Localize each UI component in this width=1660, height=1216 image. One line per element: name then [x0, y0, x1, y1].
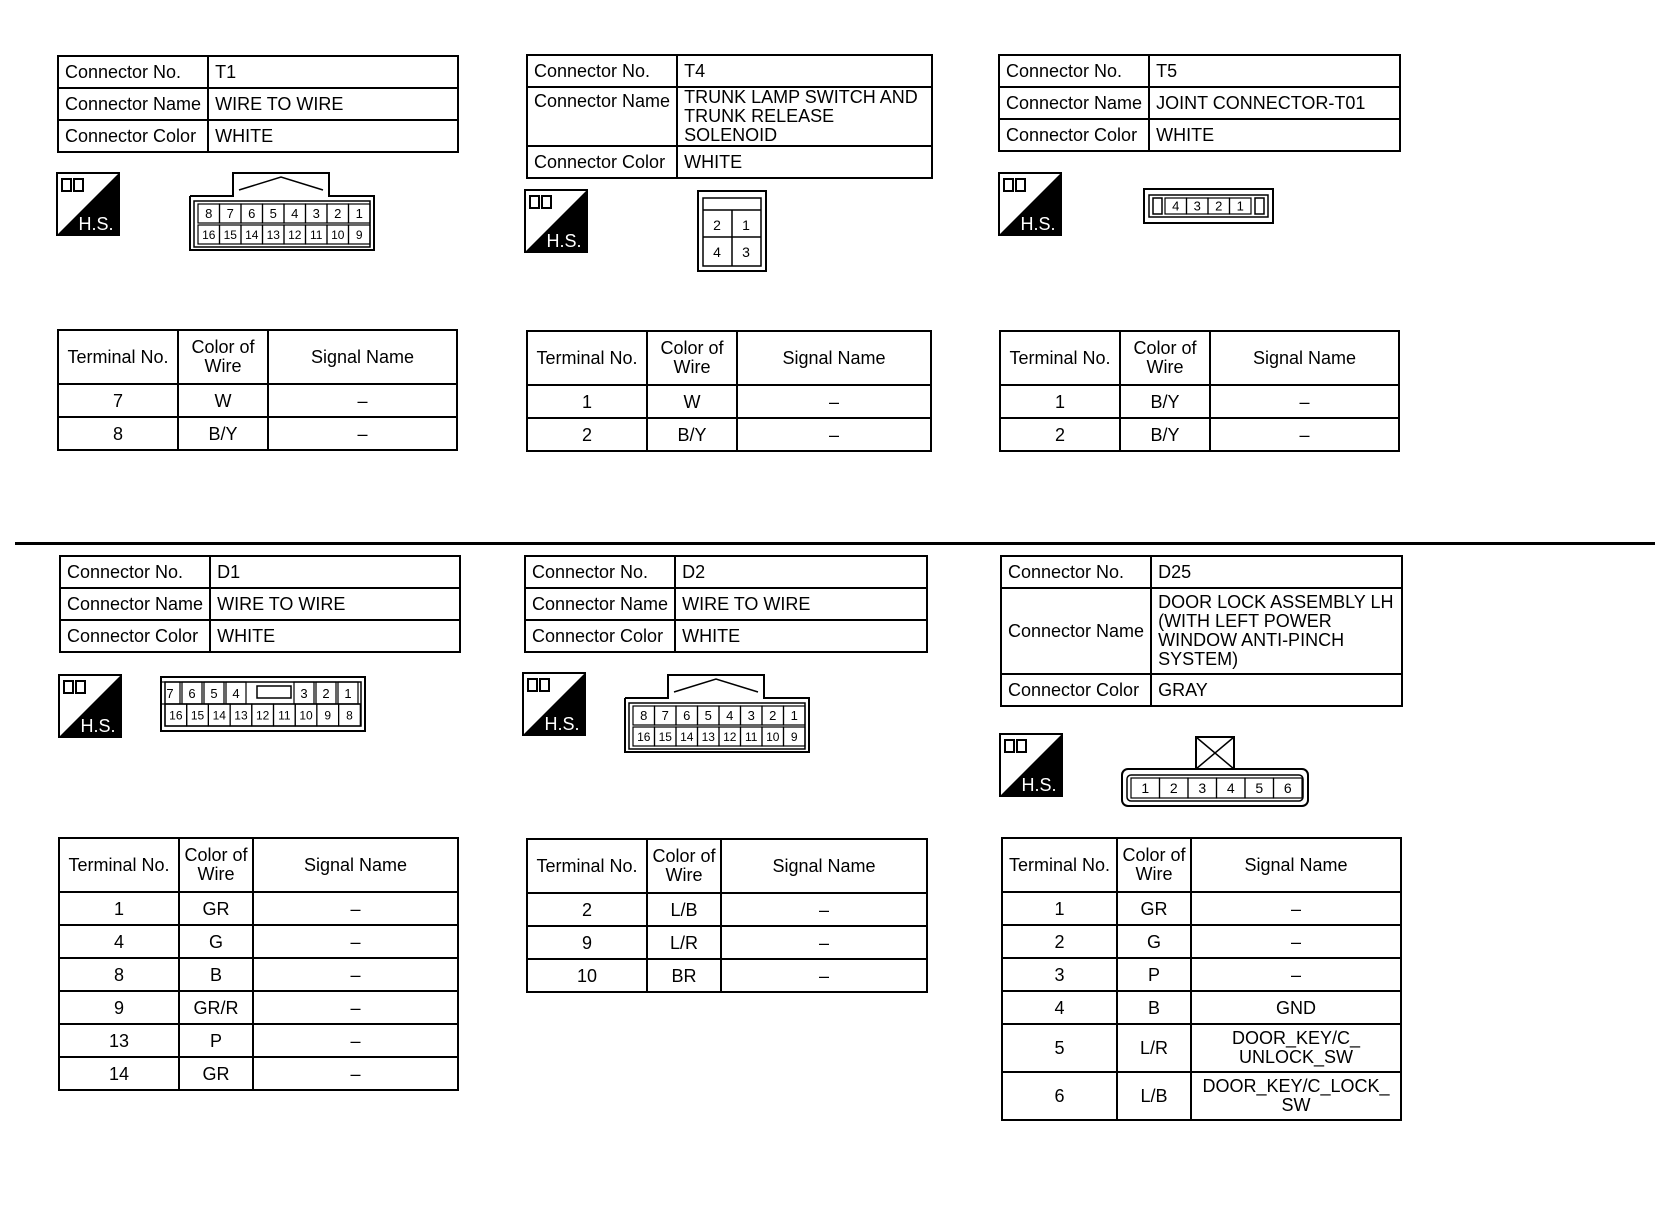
- wire-color: W: [178, 384, 268, 417]
- wire-color: GR: [1117, 892, 1191, 925]
- connector-no: D1: [210, 556, 460, 588]
- terminal-no: 8: [59, 958, 179, 991]
- connector-color: WHITE: [210, 620, 460, 652]
- label-connector-no: Connector No.: [525, 556, 675, 588]
- pin-label: 5: [704, 708, 712, 724]
- label-connector-color: Connector Color: [525, 620, 675, 652]
- signal-name: –: [1210, 385, 1399, 418]
- terminal-no: 6: [1002, 1072, 1117, 1120]
- connector-name: WIRE TO WIRE: [675, 588, 927, 620]
- pin-label: 1: [790, 708, 798, 724]
- pin-label: 1: [355, 206, 363, 222]
- signal-name: –: [253, 958, 458, 991]
- wire-color: L/R: [1117, 1024, 1191, 1072]
- col-terminal-no: Terminal No.: [58, 330, 178, 384]
- connector-color: WHITE: [675, 620, 927, 652]
- connector-no: D25: [1151, 556, 1402, 588]
- pin-label: 2: [1169, 780, 1178, 797]
- signal-name: –: [268, 384, 457, 417]
- wire-color: B/Y: [1120, 385, 1210, 418]
- terminal-no: 10: [527, 959, 647, 992]
- table-row: [527, 926, 927, 959]
- pin-label: 4: [1172, 198, 1180, 214]
- table-row: [527, 959, 927, 992]
- signal-name: –: [737, 418, 931, 451]
- terminal-table: [526, 330, 932, 452]
- terminal-no: 1: [59, 892, 179, 925]
- col-terminal-no: Terminal No.: [1002, 838, 1117, 892]
- pin-label: 6: [248, 206, 256, 222]
- terminal-no: 1: [527, 385, 647, 418]
- connector-color: GRAY: [1151, 674, 1402, 706]
- connector-face-diagram: [624, 674, 810, 754]
- wire-color: B: [1117, 991, 1191, 1024]
- col-signal-name: Signal Name: [268, 330, 457, 384]
- connector-name: WIRE TO WIRE: [210, 588, 460, 620]
- pin-label: 4: [713, 244, 721, 260]
- pin-label: 8: [205, 206, 213, 222]
- col-wire-color: Color of Wire: [1120, 331, 1210, 385]
- signal-name: –: [253, 925, 458, 958]
- connector-info-table: [526, 54, 933, 179]
- wire-color: GR: [179, 892, 253, 925]
- wire-color: B/Y: [1120, 418, 1210, 451]
- pin-label: 2: [334, 206, 342, 222]
- pin-label: 14: [680, 729, 694, 744]
- col-signal-name: Signal Name: [1191, 838, 1401, 892]
- label-connector-name: Connector Name: [58, 88, 208, 120]
- hs-label: H.S.: [544, 714, 580, 734]
- terminal-no: 9: [527, 926, 647, 959]
- wire-color: BR: [647, 959, 721, 992]
- label-connector-color: Connector Color: [60, 620, 210, 652]
- pin-label: 4: [726, 708, 734, 724]
- terminal-no: 14: [59, 1057, 179, 1090]
- wire-color: P: [1117, 958, 1191, 991]
- label-connector-name: Connector Name: [1001, 588, 1151, 674]
- label-connector-name: Connector Name: [527, 87, 677, 146]
- signal-name: –: [721, 926, 927, 959]
- connector-name: TRUNK LAMP SWITCH AND TRUNK RELEASE SOLENOID: [677, 87, 932, 146]
- table-row: [527, 418, 931, 451]
- connector-face-diagram: [189, 172, 375, 252]
- label-connector-no: Connector No.: [527, 55, 677, 87]
- pin-label: 12: [288, 227, 302, 242]
- table-row: [1002, 1072, 1401, 1120]
- label-connector-color: Connector Color: [1001, 674, 1151, 706]
- col-terminal-no: Terminal No.: [527, 331, 647, 385]
- pin-label: 11: [278, 708, 291, 723]
- pin-label: 7: [166, 686, 174, 701]
- col-wire-color: Color of Wire: [647, 839, 721, 893]
- pin-label: 13: [701, 729, 715, 744]
- pin-label: 16: [169, 708, 183, 723]
- signal-name: –: [253, 991, 458, 1024]
- terminal-no: 7: [58, 384, 178, 417]
- pin-label: 7: [661, 708, 669, 724]
- label-connector-name: Connector Name: [999, 87, 1149, 119]
- pin-label: 2: [769, 708, 777, 724]
- table-row: [59, 991, 458, 1024]
- terminal-no: 1: [1000, 385, 1120, 418]
- table-row: [59, 958, 458, 991]
- connector-no: T1: [208, 56, 458, 88]
- pin-label: 10: [766, 729, 780, 744]
- table-row: [1000, 385, 1399, 418]
- table-row: [59, 892, 458, 925]
- connector-face-diagram: [697, 190, 767, 272]
- signal-name: –: [1210, 418, 1399, 451]
- pin-label: 11: [310, 227, 323, 242]
- label-connector-name: Connector Name: [60, 588, 210, 620]
- terminal-no: 2: [1002, 925, 1117, 958]
- connector-info-table: [524, 555, 928, 653]
- pin-label: 8: [346, 708, 353, 723]
- harness-side-icon: [524, 189, 588, 253]
- pin-label: 6: [188, 686, 196, 701]
- table-row: [1002, 892, 1401, 925]
- pin-label: 1: [742, 217, 750, 233]
- pin-label: 5: [210, 686, 218, 701]
- terminal-no: 2: [527, 893, 647, 926]
- terminal-table: [526, 838, 928, 993]
- wire-color: L/B: [647, 893, 721, 926]
- wire-color: GR/R: [179, 991, 253, 1024]
- table-row: [1002, 958, 1401, 991]
- signal-name: GND: [1191, 991, 1401, 1024]
- label-connector-no: Connector No.: [999, 55, 1149, 87]
- wire-color: G: [1117, 925, 1191, 958]
- col-terminal-no: Terminal No.: [527, 839, 647, 893]
- hs-label: H.S.: [78, 214, 114, 234]
- terminal-table: [1001, 837, 1402, 1121]
- pin-label: 15: [190, 708, 205, 723]
- label-connector-no: Connector No.: [58, 56, 208, 88]
- connector-face-diagram: [1121, 736, 1311, 808]
- connector-face-diagram: [160, 676, 366, 732]
- connector-name: JOINT CONNECTOR-T01: [1149, 87, 1400, 119]
- pin-label: 9: [324, 708, 332, 723]
- pin-label: 2: [1215, 198, 1223, 214]
- pin-label: 1: [1141, 780, 1150, 797]
- harness-side-icon: [58, 674, 122, 738]
- table-row: [59, 1024, 458, 1057]
- hs-label: H.S.: [1021, 775, 1057, 795]
- signal-name: –: [253, 892, 458, 925]
- pin-label: 14: [212, 708, 226, 723]
- hs-label: H.S.: [80, 716, 116, 736]
- harness-side-icon: [522, 672, 586, 736]
- pin-label: 15: [223, 227, 237, 242]
- pin-label: 10: [299, 708, 313, 723]
- col-signal-name: Signal Name: [253, 838, 458, 892]
- label-connector-no: Connector No.: [60, 556, 210, 588]
- table-row: [1000, 418, 1399, 451]
- wire-color: L/B: [1117, 1072, 1191, 1120]
- pin-label: 2: [322, 686, 330, 701]
- signal-name: –: [721, 959, 927, 992]
- pin-label: 12: [723, 729, 737, 744]
- wire-color: P: [179, 1024, 253, 1057]
- pin-label: 3: [1198, 780, 1207, 797]
- pin-label: 3: [300, 686, 308, 701]
- table-row: [1002, 1024, 1401, 1072]
- pin-label: 12: [255, 708, 270, 723]
- signal-name: –: [253, 1057, 458, 1090]
- terminal-table: [57, 329, 458, 451]
- pin-label: 4: [291, 206, 299, 222]
- hs-label: H.S.: [1020, 214, 1056, 234]
- wire-color: W: [647, 385, 737, 418]
- col-wire-color: Color of Wire: [647, 331, 737, 385]
- pin-label: 16: [637, 729, 651, 744]
- signal-name: –: [1191, 892, 1401, 925]
- harness-side-icon: [999, 733, 1063, 797]
- signal-name: –: [721, 893, 927, 926]
- pin-label: 3: [312, 206, 320, 222]
- terminal-no: 2: [527, 418, 647, 451]
- table-row: [527, 893, 927, 926]
- pin-label: 16: [202, 227, 216, 242]
- pin-label: 10: [331, 227, 345, 242]
- pin-label: 3: [742, 244, 750, 260]
- table-row: [527, 385, 931, 418]
- terminal-no: 9: [59, 991, 179, 1024]
- signal-name: –: [268, 417, 457, 450]
- signal-name: –: [1191, 958, 1401, 991]
- label-connector-color: Connector Color: [58, 120, 208, 152]
- pin-label: 6: [683, 708, 691, 724]
- col-wire-color: Color of Wire: [179, 838, 253, 892]
- wire-color: B/Y: [178, 417, 268, 450]
- col-signal-name: Signal Name: [737, 331, 931, 385]
- pin-label: 9: [355, 227, 363, 242]
- label-connector-name: Connector Name: [525, 588, 675, 620]
- terminal-no: 2: [1000, 418, 1120, 451]
- terminal-no: 13: [59, 1024, 179, 1057]
- pin-label: 5: [269, 206, 277, 222]
- hs-label: H.S.: [546, 231, 582, 251]
- pin-label: 6: [1283, 780, 1292, 797]
- pin-label: 15: [658, 729, 672, 744]
- connector-info-table: [1000, 555, 1403, 707]
- terminal-table: [58, 837, 459, 1091]
- col-terminal-no: Terminal No.: [1000, 331, 1120, 385]
- pin-label: 3: [747, 708, 755, 724]
- connector-info-table: [57, 55, 459, 153]
- connector-face-diagram: [1143, 188, 1274, 224]
- connector-name: WIRE TO WIRE: [208, 88, 458, 120]
- pin-label: 1: [1236, 198, 1244, 214]
- signal-name: –: [253, 1024, 458, 1057]
- connector-no: D2: [675, 556, 927, 588]
- pin-label: 2: [713, 217, 721, 233]
- pin-label: 1: [344, 686, 352, 701]
- pin-label: 4: [232, 686, 240, 701]
- signal-name: DOOR_KEY/C_ UNLOCK_SW: [1191, 1024, 1401, 1072]
- section-divider: [15, 542, 1655, 545]
- pin-label: 8: [640, 708, 648, 724]
- table-row: [59, 925, 458, 958]
- pin-label: 13: [234, 708, 248, 723]
- table-row: [1002, 991, 1401, 1024]
- table-row: [58, 384, 457, 417]
- signal-name: –: [1191, 925, 1401, 958]
- wire-color: G: [179, 925, 253, 958]
- signal-name: DOOR_KEY/C_LOCK_ SW: [1191, 1072, 1401, 1120]
- connector-color: WHITE: [677, 146, 932, 178]
- connector-no: T4: [677, 55, 932, 87]
- harness-side-icon: [998, 172, 1062, 236]
- terminal-table: [999, 330, 1400, 452]
- col-wire-color: Color of Wire: [178, 330, 268, 384]
- wire-color: B: [179, 958, 253, 991]
- terminal-no: 4: [59, 925, 179, 958]
- connector-color: WHITE: [208, 120, 458, 152]
- pin-label: 4: [1226, 780, 1235, 797]
- wire-color: GR: [179, 1057, 253, 1090]
- terminal-no: 5: [1002, 1024, 1117, 1072]
- signal-name: –: [737, 385, 931, 418]
- terminal-no: 1: [1002, 892, 1117, 925]
- col-wire-color: Color of Wire: [1117, 838, 1191, 892]
- terminal-no: 3: [1002, 958, 1117, 991]
- wire-color: B/Y: [647, 418, 737, 451]
- pin-label: 11: [745, 729, 758, 744]
- col-signal-name: Signal Name: [1210, 331, 1399, 385]
- col-terminal-no: Terminal No.: [59, 838, 179, 892]
- table-row: [58, 417, 457, 450]
- pin-label: 13: [266, 227, 280, 242]
- pin-label: 3: [1193, 198, 1201, 214]
- terminal-no: 4: [1002, 991, 1117, 1024]
- pin-label: 9: [790, 729, 798, 744]
- label-connector-color: Connector Color: [527, 146, 677, 178]
- table-row: [59, 1057, 458, 1090]
- connector-no: T5: [1149, 55, 1400, 87]
- terminal-no: 8: [58, 417, 178, 450]
- col-signal-name: Signal Name: [721, 839, 927, 893]
- connector-color: WHITE: [1149, 119, 1400, 151]
- label-connector-color: Connector Color: [999, 119, 1149, 151]
- harness-side-icon: [56, 172, 120, 236]
- pin-label: 14: [245, 227, 259, 242]
- connector-info-table: [59, 555, 461, 653]
- pin-label: 7: [226, 206, 234, 222]
- table-row: [1002, 925, 1401, 958]
- wire-color: L/R: [647, 926, 721, 959]
- connector-name: DOOR LOCK ASSEMBLY LH (WITH LEFT POWER WINDOW ANTI-PINCH SYSTEM): [1151, 588, 1402, 674]
- label-connector-no: Connector No.: [1001, 556, 1151, 588]
- connector-info-table: [998, 54, 1401, 152]
- pin-label: 5: [1255, 780, 1264, 797]
